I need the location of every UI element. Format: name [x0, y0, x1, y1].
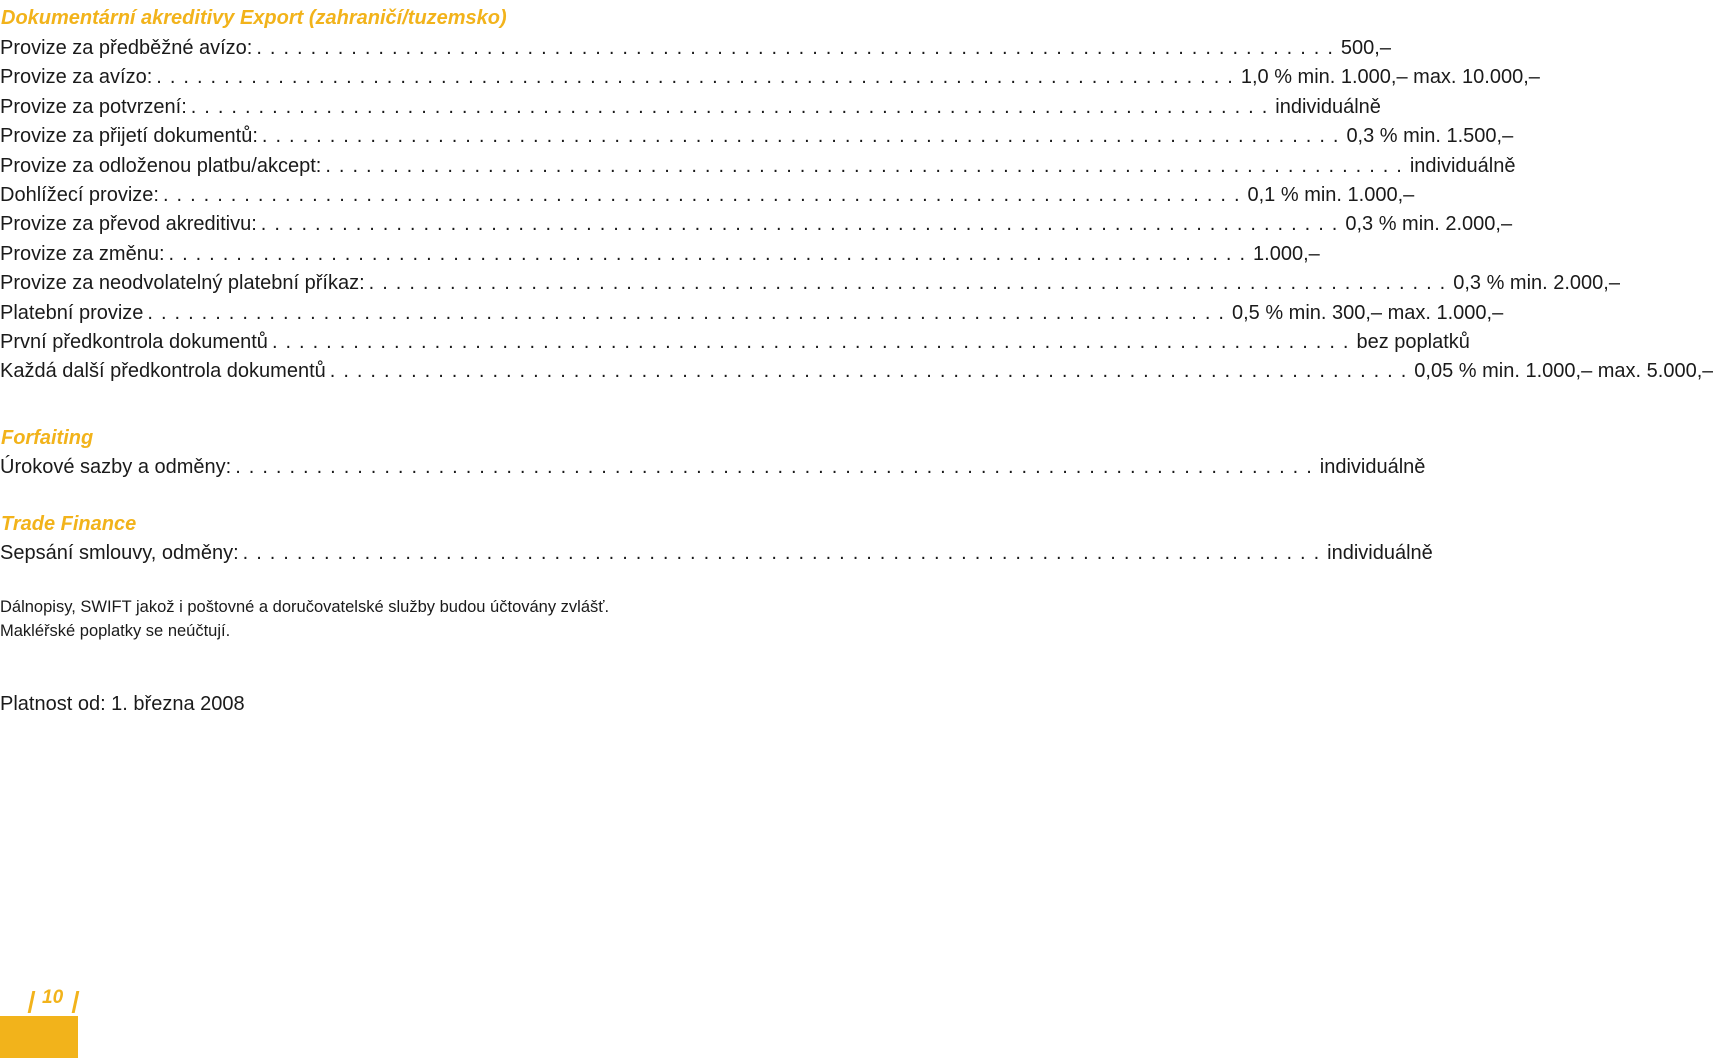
fee-value: 0,5 % min. 300,– max. 1.000,– — [1231, 301, 1504, 324]
fee-value: 1,0 % min. 1.000,– max. 10.000,– — [1240, 66, 1540, 89]
yellow-corner-block — [0, 1016, 78, 1058]
fee-row — [0, 152, 1516, 181]
fee-label: Provize za změnu: — [0, 242, 165, 265]
fee-label: Provize za předběžné avízo: — [0, 37, 253, 59]
page-bar-right — [72, 991, 80, 1013]
section-title-trade-finance: Trade Finance — [1, 513, 137, 535]
dot-leader: ................................................................................ — [261, 125, 1347, 148]
validity-date: Platnost od: 1. března 2008 — [0, 693, 245, 715]
dot-leader: ................................................................................ — [156, 66, 1241, 89]
fee-row — [0, 453, 1426, 482]
fee-value: 1.000,– — [1253, 242, 1320, 265]
fee-value: individuálně — [1409, 154, 1516, 177]
dot-leader: ................................................................................ — [147, 301, 1232, 324]
fee-value: 0,3 % min. 1.500,– — [1346, 125, 1514, 148]
fee-label: Platební provize — [0, 301, 144, 324]
dot-leader: ................................................................................ — [256, 37, 1341, 59]
page-number: 10 — [42, 987, 64, 1008]
dot-leader: ................................................................................ — [162, 184, 1248, 206]
dot-leader: ................................................................................ — [235, 456, 1320, 478]
fee-value: 0,3 % min. 2.000,– — [1453, 272, 1620, 295]
fee-label: Provize za avízo: — [0, 66, 153, 89]
page-bar-left — [28, 991, 36, 1013]
fee-label: Provize za neodvolatelný platební příkaz: — [0, 272, 365, 295]
fee-label: Provize za odloženou platbu/akcept: — [0, 154, 322, 177]
fee-value: 0,1 % min. 1.000,– — [1247, 184, 1415, 206]
dot-leader: ................................................................................ — [168, 242, 1254, 265]
fee-row — [0, 181, 1415, 210]
fee-row — [0, 299, 1504, 328]
dot-leader: ................................................................................ — [190, 95, 1276, 118]
fee-value: individuálně — [1319, 456, 1426, 478]
fee-value: 0,05 % min. 1.000,– max. 5.000,– — [1414, 360, 1713, 383]
section-title-export-lc: Dokumentární akreditivy Export (zahraničí/tuzemsko) — [1, 7, 507, 29]
fee-value: bez poplatků — [1356, 331, 1470, 353]
fee-value: individuálně — [1327, 542, 1433, 564]
page-number-badge — [18, 983, 80, 1017]
dot-leader: ................................................................................ — [271, 331, 1357, 353]
dot-leader: ................................................................................ — [368, 272, 1454, 295]
fee-label: Dohlížecí provize: — [0, 184, 159, 206]
fee-row — [0, 328, 1470, 357]
fee-label: Provize za přijetí dokumentů: — [0, 125, 258, 148]
fee-row — [0, 539, 1433, 568]
dot-leader: ................................................................................ — [242, 542, 1328, 564]
fee-label: Provize za potvrzení: — [0, 95, 187, 118]
fee-label: Sepsání smlouvy, odměny: — [0, 542, 239, 564]
fee-row — [0, 240, 1320, 269]
fee-row — [0, 357, 1713, 386]
fee-row — [0, 93, 1381, 122]
fee-label: Provize za převod akreditivu: — [0, 213, 257, 236]
section-title-forfaiting: Forfaiting — [1, 427, 94, 449]
fee-value: individuálně — [1275, 95, 1381, 118]
fee-row — [0, 210, 1513, 239]
dot-leader: ................................................................................ — [325, 154, 1410, 177]
fee-value: 500,– — [1340, 37, 1391, 59]
fee-value: 0,3 % min. 2.000,– — [1345, 213, 1513, 236]
fee-row — [0, 63, 1540, 92]
fee-label: První předkontrola dokumentů — [0, 331, 268, 353]
note-telex-swift: Dálnopisy, SWIFT jakož i poštovné a doručovatelské služby budou účtovány zvlášť. — [0, 598, 610, 616]
fee-row — [0, 122, 1514, 151]
fee-row — [0, 34, 1391, 63]
dot-leader: ................................................................................ — [329, 360, 1415, 383]
fee-row — [0, 269, 1620, 298]
fee-label: Každá další předkontrola dokumentů — [0, 360, 326, 383]
fee-label: Úrokové sazby a odměny: — [0, 456, 232, 478]
dot-leader: ................................................................................ — [260, 213, 1346, 236]
note-brokerage: Makléřské poplatky se neúčtují. — [0, 622, 231, 640]
